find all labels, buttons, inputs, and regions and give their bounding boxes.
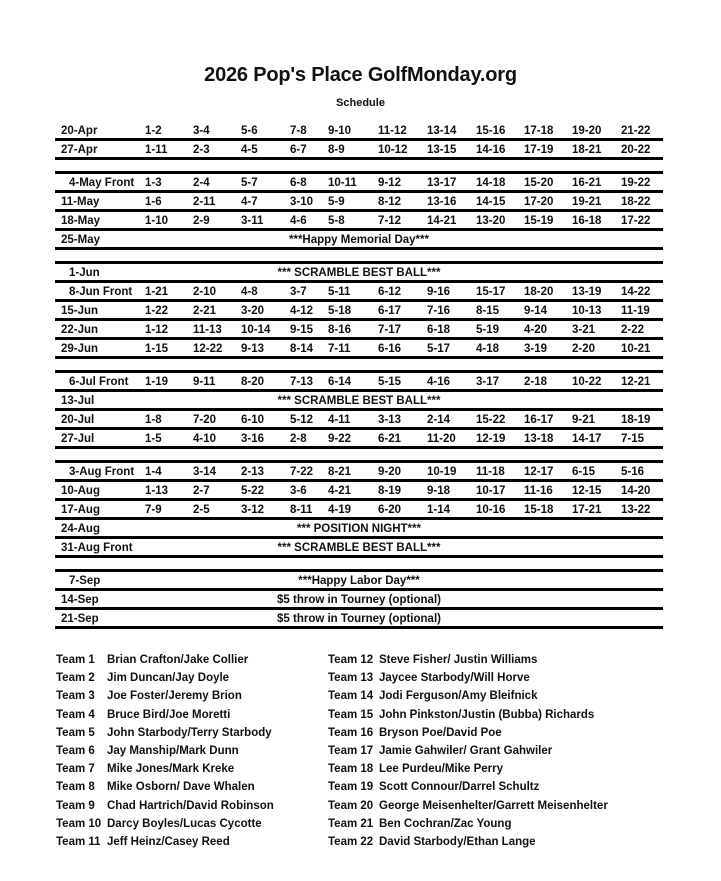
matchup-cell: 3-20 [241,305,265,317]
matchup-cell: 5-22 [241,485,265,497]
matchup-cell: 11-19 [621,305,650,317]
team-players: Jaycee Starbody/Will Horve [379,672,530,685]
team-entry [328,800,608,818]
matchup-cell: 2-20 [572,343,596,355]
matchup-cell: 12-19 [476,433,506,445]
matchup-cell: 11-16 [524,485,553,497]
team-players: Steve Fisher/ Justin Williams [379,654,538,666]
matchup-cell: 8-21 [328,466,352,478]
matchup-cell: 19-20 [572,125,602,137]
team-players: Mike Osborn/ Dave Whalen [107,781,255,794]
team-label: Team 3 [56,690,95,703]
schedule-table [55,122,663,629]
team-players: Brian Crafton/Jake Collier [107,654,249,666]
row-date: 10-Aug [61,485,100,497]
row-date: 27-Jul [61,433,95,445]
team-entry [56,709,274,727]
matchup-cell: 5-7 [241,177,258,189]
matchup-cell: 17-22 [621,215,651,227]
row-date: 31-Aug Front [61,542,133,554]
event-note: *** SCRAMBLE BEST BALL*** [277,267,441,279]
team-entry [328,709,608,727]
matchup-cell: 1-11 [145,144,168,156]
team-players: John Starbody/Terry Starbody [107,726,272,739]
row-date: 29-Jun [61,343,99,355]
matchup-cell: 8-9 [328,144,345,156]
matchup-cell: 14-21 [427,215,457,227]
matchup-cell: 15-17 [476,286,506,298]
schedule-row [55,302,663,321]
team-players: Bruce Bird/Joe Moretti [107,708,231,721]
matchup-cell: 7-11 [328,343,351,355]
row-date: 1-Jun [69,267,100,279]
matchup-cell: 9-14 [524,305,548,317]
matchup-cell: 3-13 [378,414,402,426]
schedule-event-row [55,392,663,411]
team-label: Team 6 [56,744,95,757]
matchup-cell: 9-18 [427,485,451,497]
team-label: Team 12 [328,654,374,666]
row-date: 15-Jun [61,305,99,317]
team-players: David Starbody/Ethan Lange [379,835,536,848]
row-date: 21-Sep [61,613,99,625]
matchup-cell: 4-16 [427,376,451,388]
matchup-cell: 11-12 [378,125,407,137]
matchup-cell: 4-8 [241,286,258,298]
team-label: Team 8 [56,781,95,794]
schedule-row [55,122,663,141]
matchup-cell: 3-11 [241,215,264,227]
matchup-cell: 9-21 [572,414,596,426]
section-divider [55,449,663,463]
event-note: *** POSITION NIGHT*** [297,523,421,535]
matchup-cell: 6-15 [572,466,596,478]
matchup-cell: 16-21 [572,177,602,189]
matchup-cell: 4-12 [290,305,314,317]
matchup-cell: 10-14 [241,324,271,336]
matchup-cell: 5-18 [328,305,352,317]
matchup-cell: 6-21 [378,433,402,445]
matchup-cell: 10-22 [572,376,602,388]
matchup-cell: 19-21 [572,196,602,208]
matchup-cell: 15-16 [476,125,506,137]
matchup-cell: 2-22 [621,324,645,336]
team-entry [328,763,608,781]
matchup-cell: 3-17 [476,376,500,388]
team-entry [56,745,274,763]
row-date: 25-May [61,234,100,246]
matchup-cell: 14-20 [621,485,651,497]
team-entry [56,800,274,818]
matchup-cell: 5-17 [427,343,451,355]
matchup-cell: 17-21 [572,504,602,516]
matchup-cell: 17-18 [524,125,554,137]
matchup-cell: 21-22 [621,125,651,137]
matchup-cell: 14-15 [476,196,506,208]
row-date: 18-May [61,215,100,227]
matchup-cell: 14-17 [572,433,602,445]
matchup-cell: 18-20 [524,286,554,298]
team-label: Team 7 [56,763,95,776]
team-players: Lee Purdeu/Mike Perry [379,763,503,776]
matchup-cell: 1-19 [145,376,169,388]
matchup-cell: 12-17 [524,466,554,478]
matchup-cell: 15-19 [524,215,554,227]
matchup-cell: 20-22 [621,144,651,156]
row-date: 3-Aug Front [69,466,135,478]
team-label: Team 19 [328,781,374,794]
matchup-cell: 6-10 [241,414,265,426]
matchup-cell: 2-11 [193,196,216,208]
team-players: Bryson Poe/David Poe [379,726,502,739]
matchup-cell: 3-12 [241,504,265,516]
matchup-cell: 7-15 [621,433,645,445]
matchup-cell: 11-20 [427,433,456,445]
matchup-cell: 1-8 [145,414,162,426]
matchup-cell: 4-19 [328,504,352,516]
matchup-cell: 15-22 [476,414,506,426]
schedule-event-row [55,610,663,629]
matchup-cell: 3-16 [241,433,265,445]
matchup-cell: 13-22 [621,504,651,516]
row-date: 6-Jul Front [69,376,129,388]
matchup-cell: 1-21 [145,286,169,298]
team-label: Team 18 [328,763,374,776]
schedule-event-row [55,591,663,610]
matchup-cell: 6-12 [378,286,402,298]
team-entry [328,727,608,745]
matchup-cell: 4-6 [290,215,307,227]
matchup-cell: 2-21 [193,305,217,317]
team-entry [328,690,608,708]
team-players: John Pinkston/Justin (Bubba) Richards [379,708,595,721]
matchup-cell: 8-12 [378,196,402,208]
matchup-cell: 7-17 [378,324,402,336]
matchup-cell: 4-5 [241,144,258,156]
team-entry [328,781,608,799]
matchup-cell: 7-20 [193,414,217,426]
event-note: *** SCRAMBLE BEST BALL*** [277,542,441,554]
matchup-cell: 6-17 [378,305,402,317]
matchup-cell: 10-12 [378,144,408,156]
matchup-cell: 9-12 [378,177,402,189]
matchup-cell: 16-17 [524,414,554,426]
matchup-cell: 10-21 [621,343,651,355]
matchup-cell: 13-14 [427,125,457,137]
schedule-row [55,193,663,212]
team-entry [56,654,274,672]
matchup-cell: 4-7 [241,196,258,208]
matchup-cell: 6-18 [427,324,451,336]
row-date: 20-Jul [61,414,95,426]
team-entry [56,781,274,799]
team-label: Team 9 [56,799,95,812]
team-roster-left [56,654,274,854]
matchup-cell: 6-16 [378,343,402,355]
matchup-cell: 18-19 [621,414,651,426]
page-title: 2026 Pop's Place GolfMonday.org [204,64,517,86]
matchup-cell: 12-21 [621,376,651,388]
schedule-event-row [55,539,663,558]
matchup-cell: 15-20 [524,177,554,189]
row-date: 13-Jul [61,395,95,407]
matchup-cell: 8-15 [476,305,500,317]
matchup-cell: 6-8 [290,177,307,189]
matchup-cell: 16-18 [572,215,602,227]
matchup-cell: 1-10 [145,215,169,227]
team-entry [328,818,608,836]
matchup-cell: 2-4 [193,177,210,189]
matchup-cell: 1-5 [145,433,162,445]
matchup-cell: 4-18 [476,343,500,355]
matchup-cell: 9-22 [328,433,352,445]
event-note: ***Happy Memorial Day*** [289,234,429,246]
matchup-cell: 8-20 [241,376,265,388]
team-entry [56,672,274,690]
matchup-cell: 1-15 [145,343,169,355]
team-players: Joe Foster/Jeremy Brion [107,690,242,703]
page-subtitle: Schedule [336,97,385,109]
team-label: Team 1 [56,654,95,666]
team-label: Team 17 [328,744,374,757]
matchup-cell: 5-15 [378,376,402,388]
team-players: Jay Manship/Mark Dunn [107,744,239,757]
team-label: Team 20 [328,799,374,812]
row-date: 14-Sep [61,594,99,606]
matchup-cell: 5-8 [328,215,345,227]
matchup-cell: 7-12 [378,215,402,227]
schedule-row [55,174,663,193]
schedule-event-row [55,520,663,539]
matchup-cell: 2-14 [427,414,451,426]
row-date: 8-Jun Front [69,286,133,298]
team-players: Ben Cochran/Zac Young [379,817,512,830]
matchup-cell: 9-16 [427,286,451,298]
matchup-cell: 14-22 [621,286,651,298]
matchup-cell: 2-8 [290,433,307,445]
matchup-cell: 12-22 [193,343,223,355]
section-divider [55,250,663,264]
team-entry [56,727,274,745]
matchup-cell: 8-11 [290,504,313,516]
matchup-cell: 10-19 [427,466,457,478]
schedule-event-row [55,264,663,283]
matchup-cell: 1-6 [145,196,162,208]
row-date: 7-Sep [69,575,101,587]
matchup-cell: 10-16 [476,504,506,516]
matchup-cell: 4-20 [524,324,548,336]
matchup-cell: 14-18 [476,177,506,189]
schedule-event-row [55,572,663,591]
schedule-row [55,411,663,430]
matchup-cell: 9-15 [290,324,314,336]
matchup-cell: 5-12 [290,414,314,426]
row-date: 22-Jun [61,324,99,336]
matchup-cell: 1-22 [145,305,169,317]
team-label: Team 22 [328,835,374,848]
matchup-cell: 12-15 [572,485,602,497]
matchup-cell: 5-6 [241,125,258,137]
matchup-cell: 8-19 [378,485,402,497]
matchup-cell: 10-13 [572,305,602,317]
team-entry [328,745,608,763]
matchup-cell: 13-19 [572,286,602,298]
team-entry [328,672,608,690]
matchup-cell: 11-13 [193,324,222,336]
team-entry [328,836,608,854]
team-players: Scott Connour/Darrel Schultz [379,781,540,794]
schedule-row [55,463,663,482]
matchup-cell: 4-21 [328,485,352,497]
matchup-cell: 11-18 [476,466,505,478]
section-divider [55,160,663,174]
matchup-cell: 9-13 [241,343,265,355]
matchup-cell: 17-20 [524,196,554,208]
matchup-cell: 1-2 [145,125,162,137]
team-players: Jamie Gahwiler/ Grant Gahwiler [379,744,553,757]
team-players: Chad Hartrich/David Robinson [107,799,274,812]
team-label: Team 11 [56,835,101,848]
matchup-cell: 18-22 [621,196,651,208]
section-divider [55,359,663,373]
matchup-cell: 7-22 [290,466,314,478]
matchup-cell: 3-10 [290,196,314,208]
team-entry [56,690,274,708]
matchup-cell: 1-4 [145,466,162,478]
team-players: Jodi Ferguson/Amy Bleifnick [379,690,538,703]
matchup-cell: 5-16 [621,466,645,478]
matchup-cell: 2-18 [524,376,548,388]
team-players: Jim Duncan/Jay Doyle [107,672,230,685]
schedule-row [55,340,663,359]
schedule-row [55,212,663,231]
team-label: Team 21 [328,817,374,830]
matchup-cell: 7-16 [427,305,451,317]
schedule-row [55,501,663,520]
matchup-cell: 5-19 [476,324,500,336]
schedule-row [55,430,663,449]
matchup-cell: 5-9 [328,196,345,208]
matchup-cell: 4-11 [328,414,351,426]
matchup-cell: 10-11 [328,177,357,189]
matchup-cell: 3-7 [290,286,307,298]
matchup-cell: 2-9 [193,215,210,227]
matchup-cell: 5-11 [328,286,351,298]
matchup-cell: 13-16 [427,196,457,208]
matchup-cell: 1-3 [145,177,162,189]
row-date: 11-May [61,196,100,208]
event-note: *** SCRAMBLE BEST BALL*** [277,395,441,407]
matchup-cell: 14-16 [476,144,506,156]
team-players: George Meisenhelter/Garrett Meisenhelter [379,799,608,812]
schedule-row [55,141,663,160]
matchup-cell: 3-21 [572,324,596,336]
matchup-cell: 9-11 [193,376,216,388]
team-label: Team 14 [328,690,374,703]
team-label: Team 15 [328,708,374,721]
event-note: ***Happy Labor Day*** [298,575,420,587]
team-players: Darcy Boyles/Lucas Cycotte [107,817,262,830]
team-entry [56,818,274,836]
matchup-cell: 15-18 [524,504,554,516]
matchup-cell: 8-14 [290,343,314,355]
matchup-cell: 2-13 [241,466,265,478]
matchup-cell: 1-13 [145,485,169,497]
matchup-cell: 2-3 [193,144,210,156]
team-entry [56,836,274,854]
event-note: $5 throw in Tourney (optional) [277,594,441,606]
schedule-row [55,321,663,340]
matchup-cell: 8-16 [328,324,352,336]
schedule-row [55,283,663,302]
event-note: $5 throw in Tourney (optional) [277,613,441,625]
matchup-cell: 4-10 [193,433,217,445]
row-date: 27-Apr [61,144,98,156]
team-entry [328,654,608,672]
matchup-cell: 17-19 [524,144,554,156]
matchup-cell: 13-15 [427,144,457,156]
team-label: Team 5 [56,726,95,739]
team-roster-right [328,654,608,854]
team-label: Team 13 [328,672,374,685]
matchup-cell: 7-13 [290,376,314,388]
matchup-cell: 9-20 [378,466,402,478]
team-players: Jeff Heinz/Casey Reed [107,835,230,848]
matchup-cell: 3-6 [290,485,307,497]
schedule-row [55,482,663,501]
matchup-cell: 6-14 [328,376,352,388]
matchup-cell: 13-17 [427,177,457,189]
matchup-cell: 10-17 [476,485,506,497]
matchup-cell: 18-21 [572,144,602,156]
team-label: Team 16 [328,726,374,739]
matchup-cell: 7-8 [290,125,307,137]
team-entry [56,763,274,781]
row-date: 17-Aug [61,504,100,516]
matchup-cell: 2-7 [193,485,210,497]
team-label: Team 2 [56,672,95,685]
schedule-event-row [55,231,663,250]
matchup-cell: 19-22 [621,177,651,189]
team-players: Mike Jones/Mark Kreke [107,763,235,776]
matchup-cell: 9-10 [328,125,352,137]
matchup-cell: 3-14 [193,466,217,478]
matchup-cell: 1-12 [145,324,169,336]
matchup-cell: 6-20 [378,504,402,516]
section-divider [55,558,663,572]
matchup-cell: 3-19 [524,343,548,355]
matchup-cell: 2-5 [193,504,210,516]
schedule-row [55,373,663,392]
row-date: 24-Aug [61,523,100,535]
matchup-cell: 2-10 [193,286,217,298]
matchup-cell: 6-7 [290,144,307,156]
team-label: Team 4 [56,708,95,721]
team-label: Team 10 [56,817,102,830]
row-date: 4-May Front [69,177,135,189]
matchup-cell: 7-9 [145,504,162,516]
matchup-cell: 1-14 [427,504,451,516]
matchup-cell: 13-18 [524,433,554,445]
matchup-cell: 13-20 [476,215,506,227]
matchup-cell: 3-4 [193,125,210,137]
row-date: 20-Apr [61,125,98,137]
